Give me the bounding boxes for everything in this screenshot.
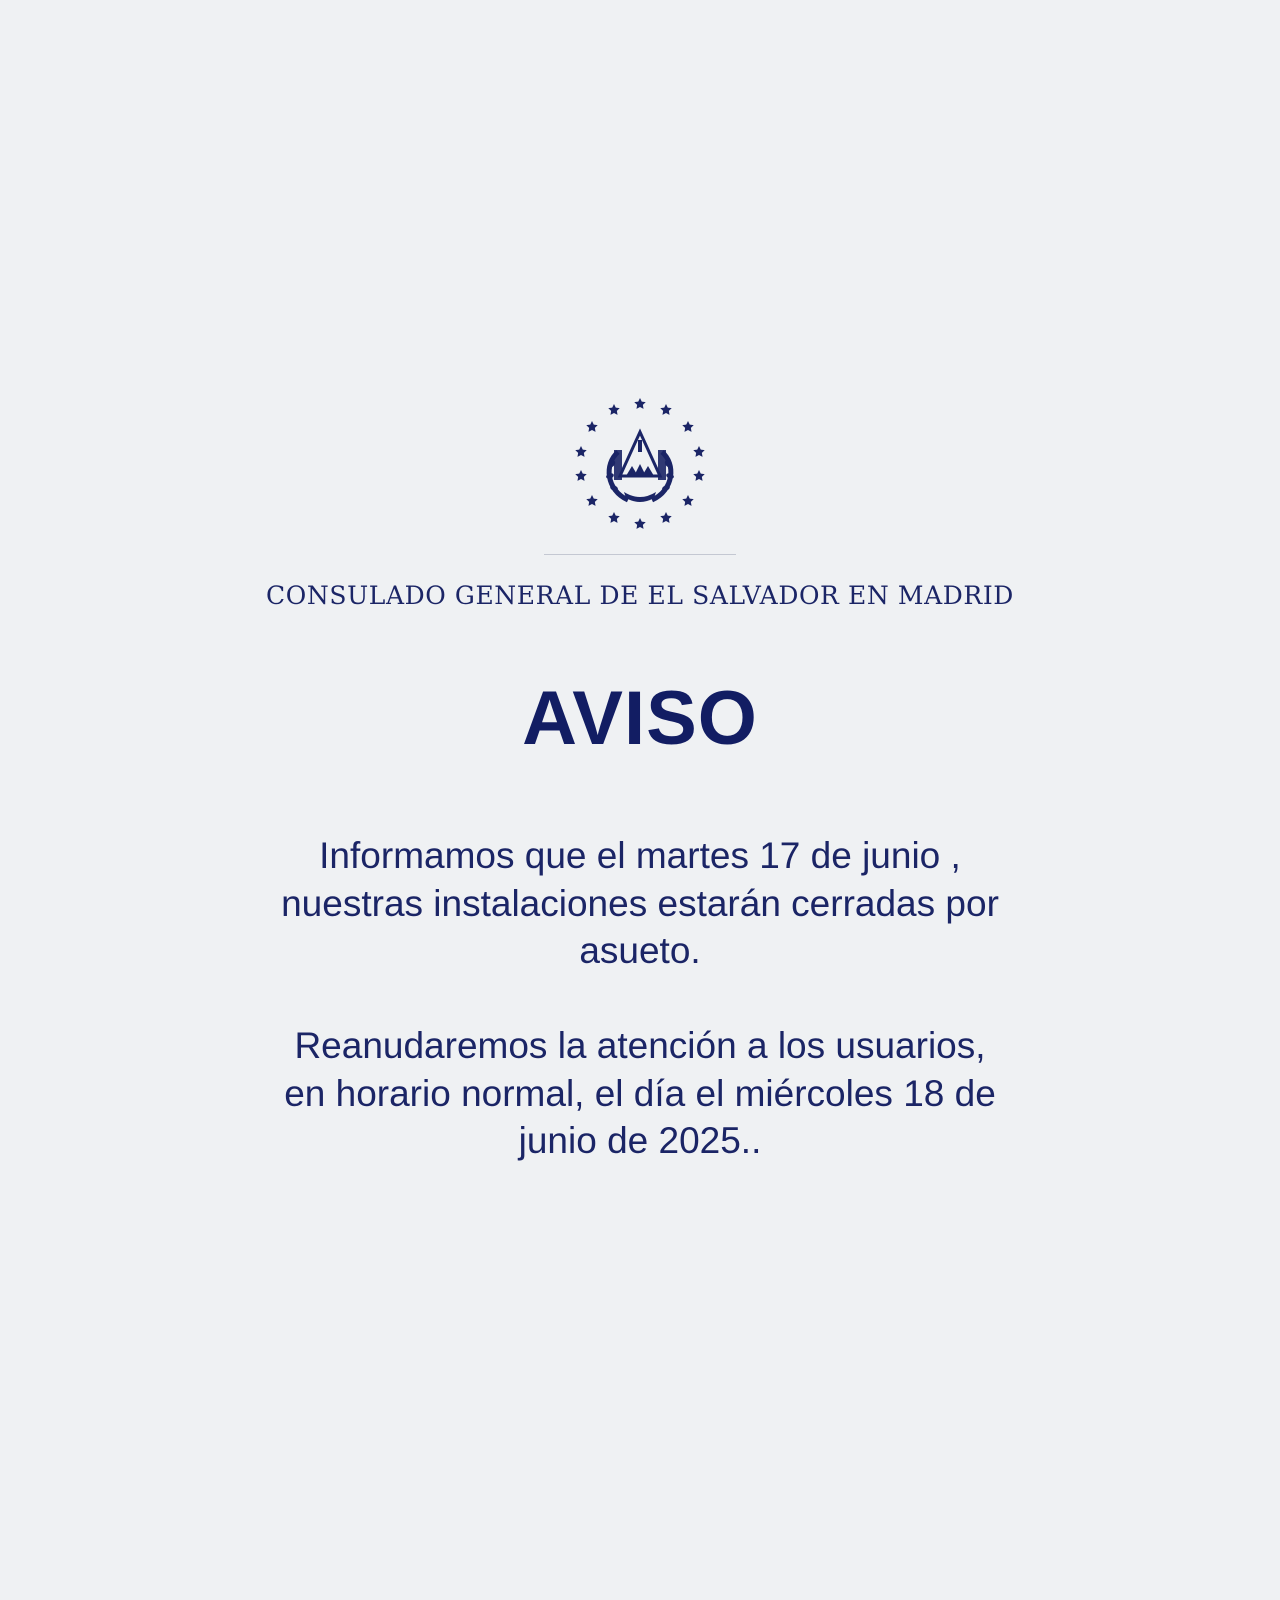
closure-line-1: Informamos que el martes 17 de junio ,	[319, 835, 961, 876]
reopening-line-1: Reanudaremos la atención a los usuarios,	[294, 1025, 986, 1066]
reopening-line-2: en horario normal, el día el miércoles 18 de	[284, 1072, 996, 1114]
closure-line-3: asueto.	[579, 930, 701, 971]
institution-name: CONSULADO GENERAL DE EL SALVADOR EN MADRID	[266, 581, 1014, 610]
reopening-line-3: junio de 2025..	[518, 1120, 762, 1161]
closure-paragraph	[200, 832, 1080, 975]
header-divider	[544, 554, 736, 555]
closure-line-2: nuestras instalaciones estarán cerradas por	[281, 882, 999, 924]
notice-title: AVISO	[522, 676, 758, 761]
el-salvador-coat-of-arms-icon	[568, 392, 712, 536]
reopening-paragraph	[200, 1022, 1080, 1165]
